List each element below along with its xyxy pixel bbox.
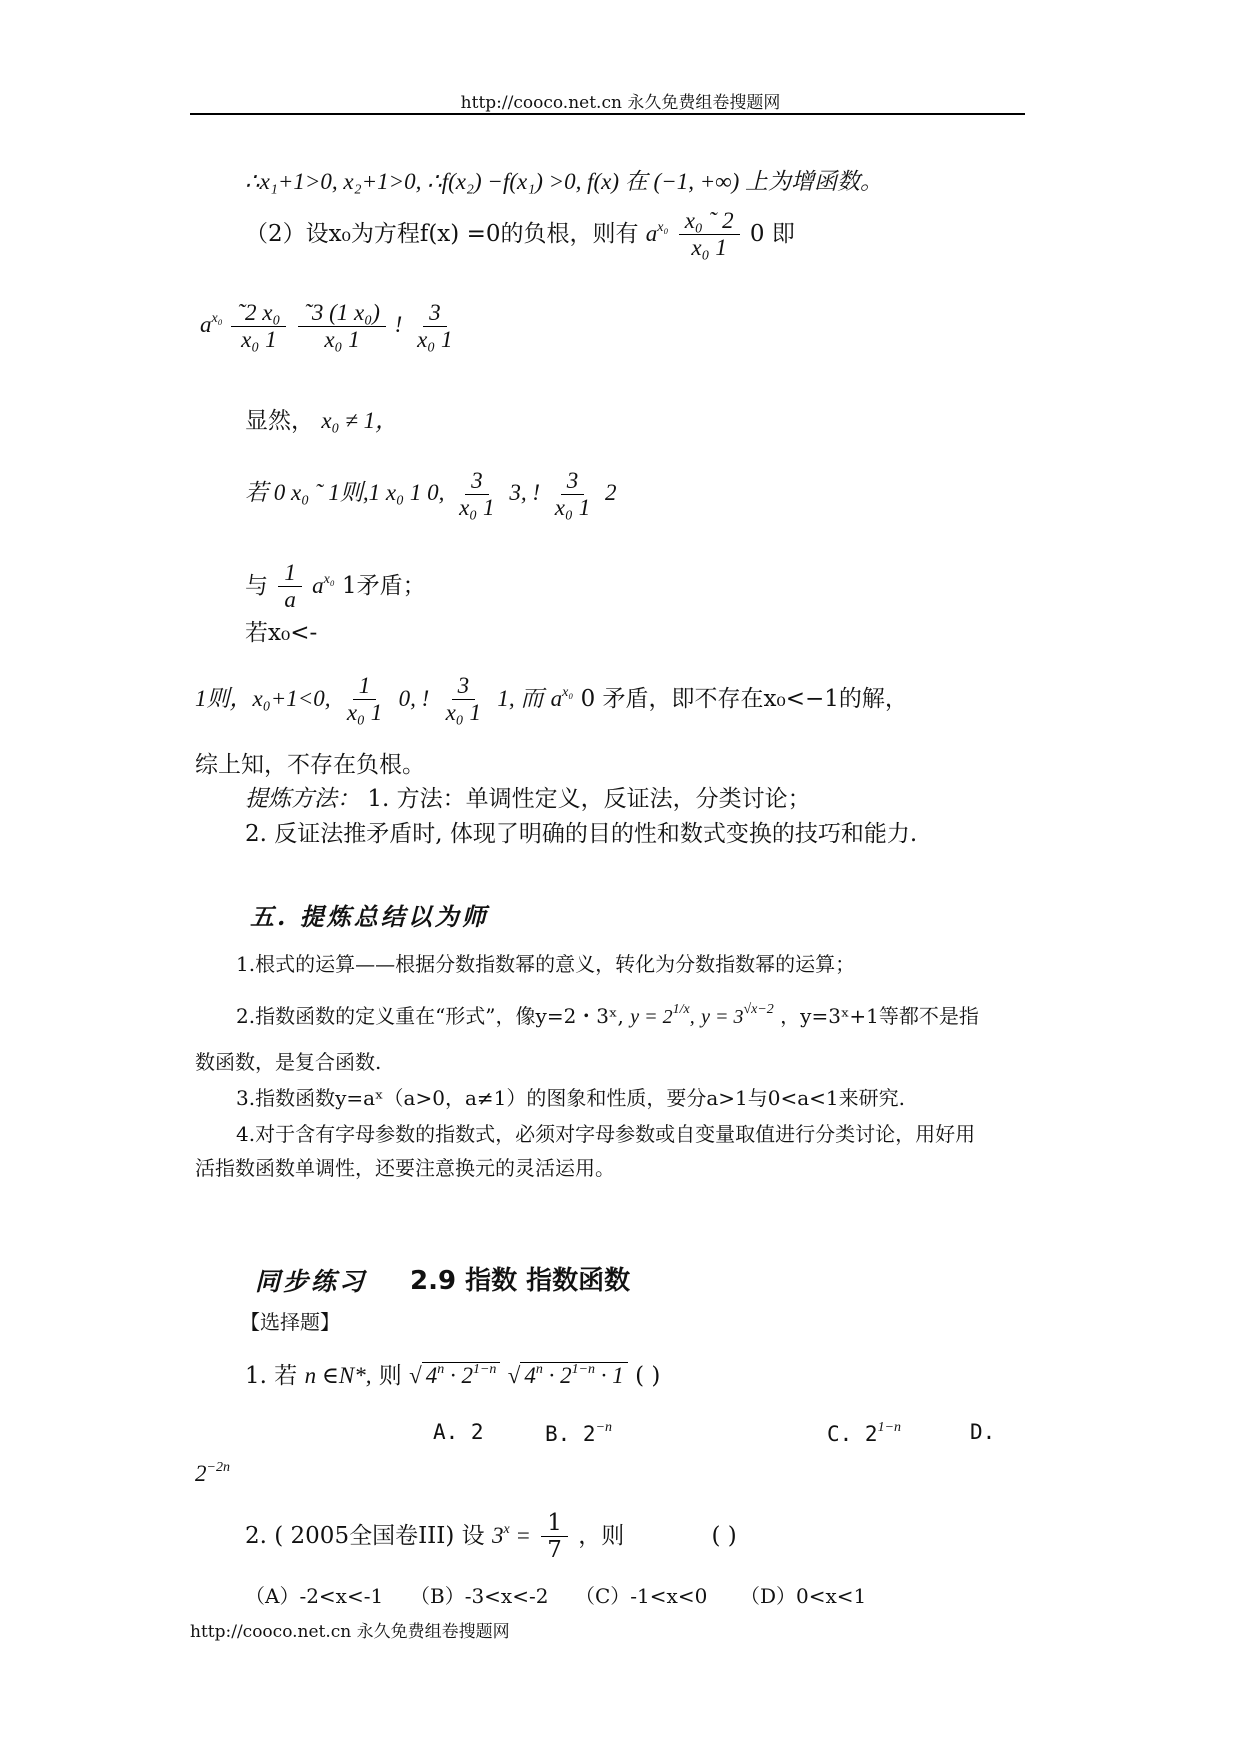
q1-option-d: D. [970,1420,996,1444]
item2-suffix: ，y=3ˣ+1等都不是指 [780,1004,979,1028]
question-1 [245,1357,660,1390]
fraction-x0-2-over-x0-1: $\frac{\text{x₀ ˜ 2}}{\text{x₀ 1}}$ [679,208,740,262]
case1-end: 2 [604,480,617,506]
header-rule [190,113,1025,115]
proof-obvious [245,402,398,435]
fraction-case1-b: $\frac{3}{\text{x₀ 1}}$ [554,468,591,521]
contradiction1-prefix: 与 [245,572,268,599]
section-5-item-2 [236,1000,979,1029]
obvious-expr: x₀ ≠ 1， [321,408,399,433]
practice-title-left: 同步练习 [255,1267,368,1296]
q1-answer-paren: ( ) [635,1363,661,1389]
method-line-1 [245,780,811,813]
proof-equation-chain: $a^{x_0}$ $\frac{\text{˜2 x₀}}{\text{x₀ 1}}$ $\frac{\text{˜3 (1 x₀)}}{\text{x₀ 1}}$ ! $\frac{3}{\text{x₀ 1}}$ [200,300,462,354]
page-header: http://cooco.net.cn 永久免费组卷搜题网 [460,93,781,113]
case2-tail: 0 矛盾，即不存在x₀<−1的解， [580,685,908,712]
item2-example-2: $y = 3^{√x-2}$ [701,1002,774,1028]
proof-line-2-prefix: （2）设x₀为方程f(x) =0的负根，则有 [245,220,639,247]
case1-prefix: 若 0 [245,480,286,506]
q1-radical-2: √ $4^n \cdot 2^{1-n} \cdot 1$ [508,1362,628,1388]
page-footer: http://cooco.net.cn 永久免费组卷搜题网 [190,1622,510,1642]
section-5-item-4: 4.对于含有字母参数的指数式，必须对字母参数或自变量取值进行分类讨论，用好用 [236,1122,976,1146]
practice-section-label: 【选择题】 [240,1310,340,1334]
q1-prefix: 1. 若 [245,1363,298,1389]
fraction-case2-b: $\frac{3}{\text{x₀ 1}}$ [445,673,482,726]
q1-option-d-base: 2 [195,1461,207,1486]
section-5-item-4-cont: 活指数函数单调性，还要注意换元的灵活运用。 [195,1156,615,1180]
case2-end: 1, 而 [497,685,544,711]
fraction-case2-a: $\frac{1}{\text{x₀ 1}}$ [346,673,383,726]
case2-prefix: 1则，x₀+1<0, [195,685,331,711]
q1-set: n ∈N*, [304,1363,372,1388]
fraction-2-x0: $\frac{\text{˜2 x₀}}{\text{x₀ 1}}$ [231,300,286,354]
q2-prefix: 2. ( 2005全国卷III) 设 [245,1522,485,1549]
fraction-3-1-x0: $\frac{\text{˜3 (1 x₀)}}{\text{x₀ 1}}$ [298,300,386,354]
section-5-title: 五. 提炼总结以为师 [250,902,489,931]
q1-option-b-text: B. 2 [545,1422,596,1446]
q2-option-a: （A）-2<x<-1 [245,1584,384,1608]
method-1: 1. 方法：单调性定义，反证法，分类讨论； [367,786,811,812]
question-2 [245,1510,737,1564]
method-line-2: 2. 反证法推矛盾时, 体现了明确的目的性和数式变换的技巧和能力. [245,821,918,847]
section-5-item-3: 3.指数函数y=aˣ（a>0，a≠1）的图象和性质，要分a>1与0<a<1来研究. [236,1086,906,1110]
proof-line-1: ∴x₁+1>0, x₂+1>0, ∴f(x₂) −f(x₁) >0, f(x) 在 (−1, +∞) 上为增函数。 [245,169,884,194]
fraction-case1-a: $\frac{3}{\text{x₀ 1}}$ [459,468,495,521]
proof-line-2 [245,208,795,262]
q2-option-b: （B）-3<x<-2 [410,1584,549,1608]
q1-option-c-text: C. 2 [827,1422,878,1446]
q1-option-c: C. $2^{1-n}$ [827,1420,902,1446]
proof-conclusion: 综上知，不存在负根。 [195,752,425,778]
proof-case-2: 1则，x₀+1<0, $\frac{1}{\text{x₀ 1}}$ 0, ! $\frac{3}{\text{x₀ 1}}$ 1, 而 $a^{x_0}$ 0 矛盾，即不存在x₀<−1的解， [195,673,908,726]
q2-then: ，则 [578,1522,625,1549]
q2-answer-paren: ( ) [711,1522,737,1549]
fraction-1-over-a: $\frac{1}{a}$ [278,560,302,614]
q1-option-d-value: $2^{-2n}$ [195,1460,230,1486]
item2-example-1: $y = 2^{1/x}$, [630,1002,695,1028]
proof-contradiction-1: 与 $\frac{1}{a}$ $a^{x_0}$ 1矛盾； [245,560,426,613]
method-label: 提炼方法： [245,786,360,811]
proof-case-2-start: 若x₀<- [245,620,318,646]
obvious-label: 显然， [245,408,314,434]
q2-expr: $3^x$ = [491,1521,531,1548]
q1-then: 则 [378,1363,402,1389]
q2-option-d: （D）0<x<1 [740,1584,867,1608]
contradiction1-end: 1矛盾； [342,572,426,599]
q1-option-b: B. $2^{-n}$ [545,1420,613,1446]
a-power-x0: $a^{x_0}$ [645,219,669,246]
case1-mid: 1则,1 [328,480,381,506]
q2-option-c: （C）-1<x<0 [575,1584,708,1608]
fraction-1-over-7: $\frac{1}{7}$ [541,1510,568,1564]
q1-option-a: A. 2 [433,1420,484,1444]
q1-radical-1: √ $4^n \cdot 2^{1-n}$ [409,1362,500,1388]
item2-prefix: 2.指数函数的定义重在“形式”，像y=2・3ˣ, [236,1004,624,1028]
fraction-3-x0-1: $\frac{3}{\text{x₀ 1}}$ [417,300,453,353]
section-5-item-1: 1.根式的运算——根据分数指数幂的意义，转化为分数指数幂的运算； [236,952,856,976]
proof-line-2-suffix: 0 即 [749,220,795,247]
practice-title-right: 2.9 指数 指数函数 [410,1266,631,1296]
section-5-item-2-cont: 数函数，是复合函数. [195,1050,382,1074]
proof-case-1: 若 0 x₀ ˜ 1则,1 x₀ 1 0, $\frac{3}{\text{x₀ 1}}$ 3, ! $\frac{3}{\text{x₀ 1}}$ 2 [245,468,617,521]
